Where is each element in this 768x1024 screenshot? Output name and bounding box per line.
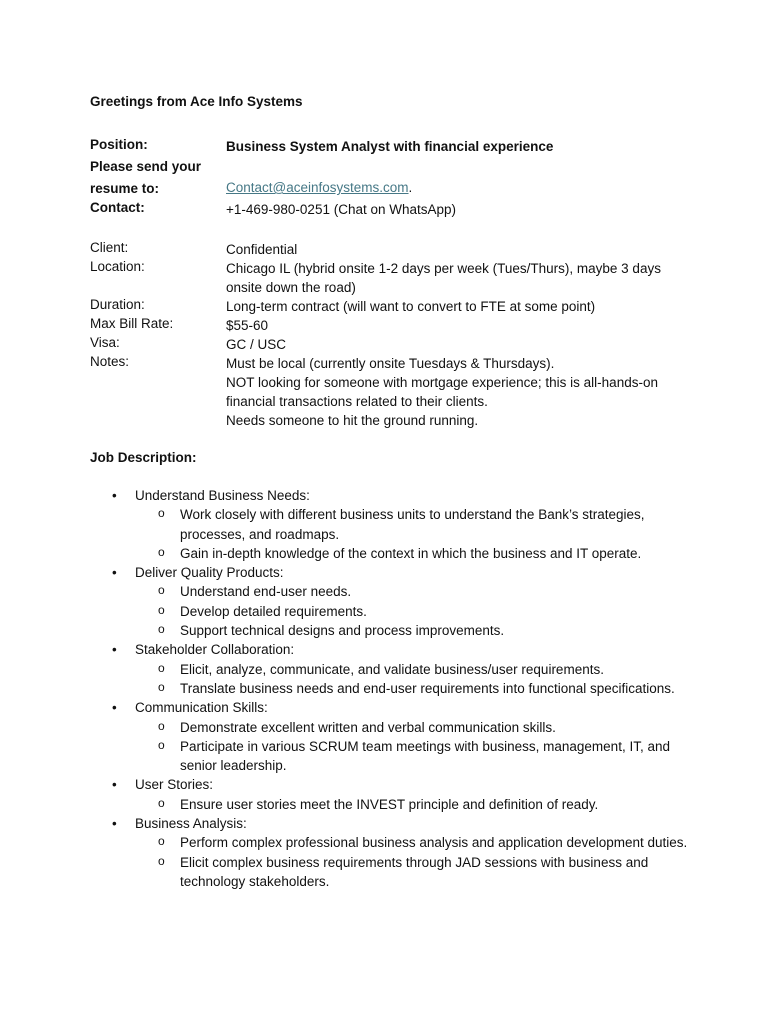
resume-value xyxy=(226,178,681,197)
list-item: o Ensure user stories meet the INVEST principle and definition of ready. xyxy=(135,795,690,814)
resume-label xyxy=(90,156,220,200)
position-label: Position: xyxy=(90,137,148,152)
resume-email-link[interactable]: Contact@aceinfosystems.com xyxy=(226,180,409,195)
list-item: o Participate in various SCRUM team meetings with business, management, IT, and senior leadership. xyxy=(135,737,690,776)
greeting-heading: Greetings from Ace Info Systems xyxy=(90,94,303,109)
notes-line-2: NOT looking for someone with mortgage experience; this is all-hands-on financial transactions related to their clients. xyxy=(226,375,658,409)
list-item xyxy=(90,814,690,891)
sub-list xyxy=(135,795,690,814)
sub-list xyxy=(135,582,690,640)
job-description-title: Job Description: xyxy=(90,450,197,465)
contact-value: +1-469-980-0251 (Chat on WhatsApp) xyxy=(226,202,457,217)
duration-value: Long-term contract (will want to convert to FTE at some point) xyxy=(226,299,596,314)
section-heading: User Stories: xyxy=(135,777,214,793)
list-item: o Perform complex professional business analysis and application development duties. xyxy=(135,833,690,852)
list-item: o Gain in-depth knowledge of the context in which the business and IT operate. xyxy=(135,544,690,563)
rate-value: $55-60 xyxy=(226,318,269,333)
list-item xyxy=(90,775,690,814)
notes-line-3: Needs someone to hit the ground running. xyxy=(226,413,479,428)
duration-label: Duration: xyxy=(90,297,145,312)
list-item: o Demonstrate excellent written and verbal communication skills. xyxy=(135,718,690,737)
section-heading: Business Analysis: xyxy=(135,816,247,832)
list-item: o Develop detailed requirements. xyxy=(135,602,690,621)
job-description-list xyxy=(90,486,690,891)
sub-list xyxy=(135,505,690,563)
visa-label: Visa: xyxy=(90,335,120,350)
client-label: Client: xyxy=(90,240,129,255)
list-item xyxy=(90,563,690,640)
list-item: o Work closely with different business units to understand the Bank’s strategies, processes, and roadmaps. xyxy=(135,505,690,544)
notes-line-1: Must be local (currently onsite Tuesdays & Thursdays). xyxy=(226,356,555,371)
visa-value: GC / USC xyxy=(226,337,287,352)
rate-label: Max Bill Rate: xyxy=(90,316,174,331)
location-label: Location: xyxy=(90,259,145,274)
location-value: Chicago IL (hybrid onsite 1-2 days per week (Tues/Thurs), maybe 3 days onsite down the road) xyxy=(226,261,661,295)
resume-label-line-1: Please send your xyxy=(90,159,202,174)
list-item: o Elicit, analyze, communicate, and validate business/user requirements. xyxy=(135,660,690,679)
section-heading: Understand Business Needs: xyxy=(135,488,310,503)
section-heading: Stakeholder Collaboration: xyxy=(135,642,295,658)
resume-label-line-2: resume to: xyxy=(90,181,160,196)
list-item xyxy=(90,486,690,563)
list-item xyxy=(90,640,690,698)
list-item: o Elicit complex business requirements through JAD sessions with business and technology stakeholders. xyxy=(135,853,690,892)
notes-label: Notes: xyxy=(90,354,130,369)
resume-email-period: . xyxy=(408,180,413,195)
contact-label: Contact: xyxy=(90,200,145,215)
list-item: o Support technical designs and process improvements. xyxy=(135,621,690,640)
section-heading: Deliver Quality Products: xyxy=(135,565,284,581)
sub-list xyxy=(135,833,690,891)
list-item: o Understand end-user needs. xyxy=(135,582,690,601)
client-value: Confidential xyxy=(226,242,298,257)
notes-value xyxy=(226,354,681,430)
list-item xyxy=(90,698,690,775)
list-item: o Translate business needs and end-user requirements into functional specifications. xyxy=(135,679,690,698)
sub-list xyxy=(135,718,690,776)
position-value: Business System Analyst with financial experience xyxy=(226,139,554,154)
section-heading: Communication Skills: xyxy=(135,700,268,716)
sub-list xyxy=(135,660,690,699)
